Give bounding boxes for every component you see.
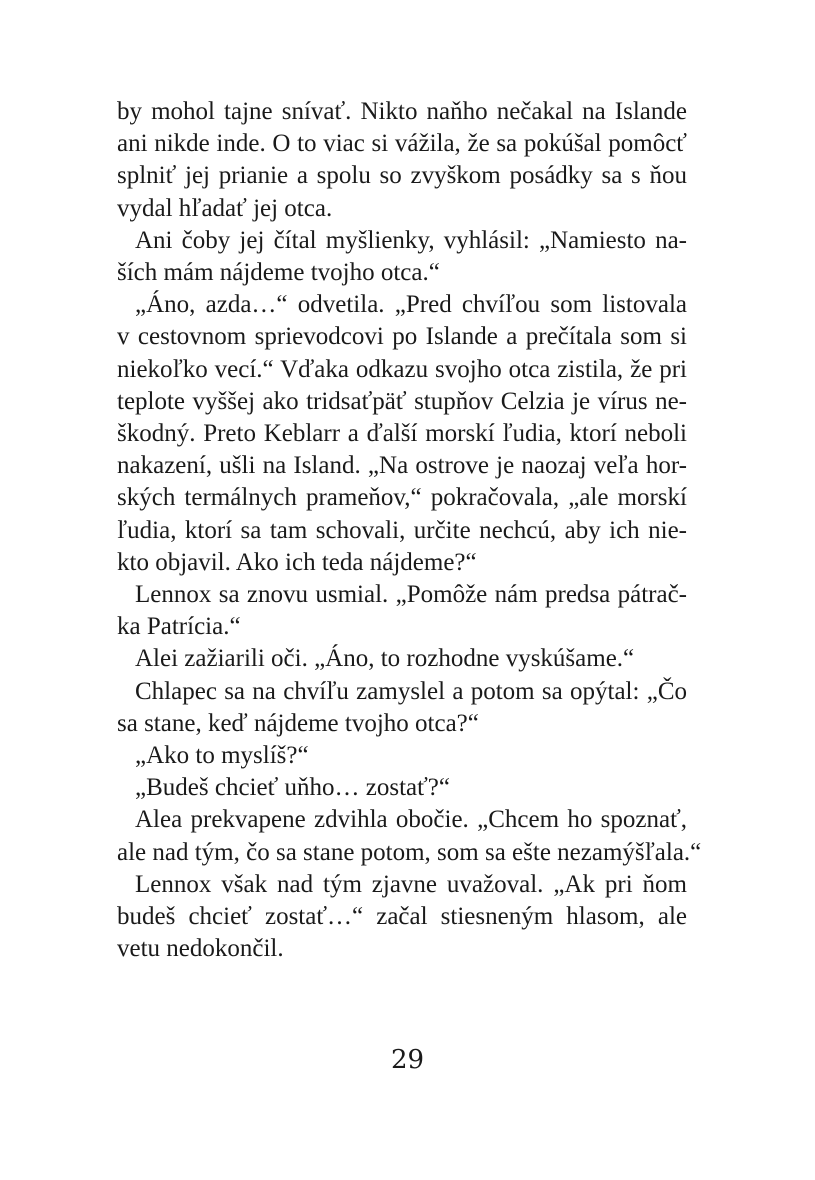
text-line: Lennox však nad tým zjavne uvažoval. „Ak pri ňom	[135, 870, 687, 898]
text-line: „Budeš chcieť uňho… zostať?“	[135, 774, 451, 802]
text-line: teplote vyššej ako tridsaťpäť stupňov Celzia je vírus ne-	[117, 387, 687, 415]
page-number: 29	[390, 1045, 425, 1075]
text-line: „Ako to myslíš?“	[135, 742, 309, 770]
text-line: Alei zažiarili oči. „Áno, to rozhodne vyskúšame.“	[135, 645, 635, 673]
text-line: škodný. Preto Keblarr a ďalší morskí ľudia, ktorí neboli	[117, 420, 687, 448]
text-line: ľudia, ktorí sa tam schovali, určite nechcú, aby ich nie-	[117, 516, 687, 544]
text-line: ských termálnych prameňov,“ pokračovala, „ale morskí	[117, 484, 687, 512]
text-line: sa stane, keď nájdeme tvojho otca?“	[117, 709, 479, 737]
text-line: v cestovnom sprievodcovi po Islande a prečítala som si	[117, 323, 687, 351]
text-line: ani nikde inde. O to viac si vážila, že sa pokúšal pomôcť	[117, 130, 687, 158]
text-line: vydal hľadať jej otca.	[117, 194, 333, 222]
text-line: ka Patrícia.“	[117, 613, 241, 641]
text-line: ale nad tým, čo sa stane potom, som sa ešte nezamýšľala.“	[117, 838, 702, 866]
text-line: Chlapec sa na chvíľu zamyslel a potom sa opýtal: „Čo	[135, 677, 687, 705]
text-line: by mohol tajne snívať. Nikto naňho nečakal na Islande	[117, 98, 687, 125]
text-line: kto objavil. Ako ich teda nájdeme?“	[117, 548, 477, 576]
text-line: nakazení, ušli na Island. „Na ostrove je naozaj veľa hor-	[117, 452, 687, 480]
text-line: ších mám nájdeme tvojho otca.“	[117, 259, 440, 287]
text-line: „Áno, azda…“ odvetila. „Pred chvíľou som listovala	[135, 291, 687, 319]
text-line: budeš chcieť zostať…“ začal stiesneným hlasom, ale	[117, 903, 687, 931]
body-text	[117, 96, 702, 965]
text-line: vetu nedokončil.	[117, 935, 284, 963]
text-line: Lennox sa znovu usmial. „Pomôže nám predsa pátrač-	[135, 581, 687, 609]
text-line: splniť jej prianie a spolu so zvyškom posádky sa s ňou	[117, 162, 687, 190]
text-line: Ani čoby jej čítal myšlienky, vyhlásil: „Namiesto na-	[135, 226, 687, 254]
text-line: niekoľko vecí.“ Vďaka odkazu svojho otca zistila, že pri	[117, 355, 687, 383]
text-line: Alea prekvapene zdvihla obočie. „Chcem ho spoznať,	[135, 806, 687, 834]
